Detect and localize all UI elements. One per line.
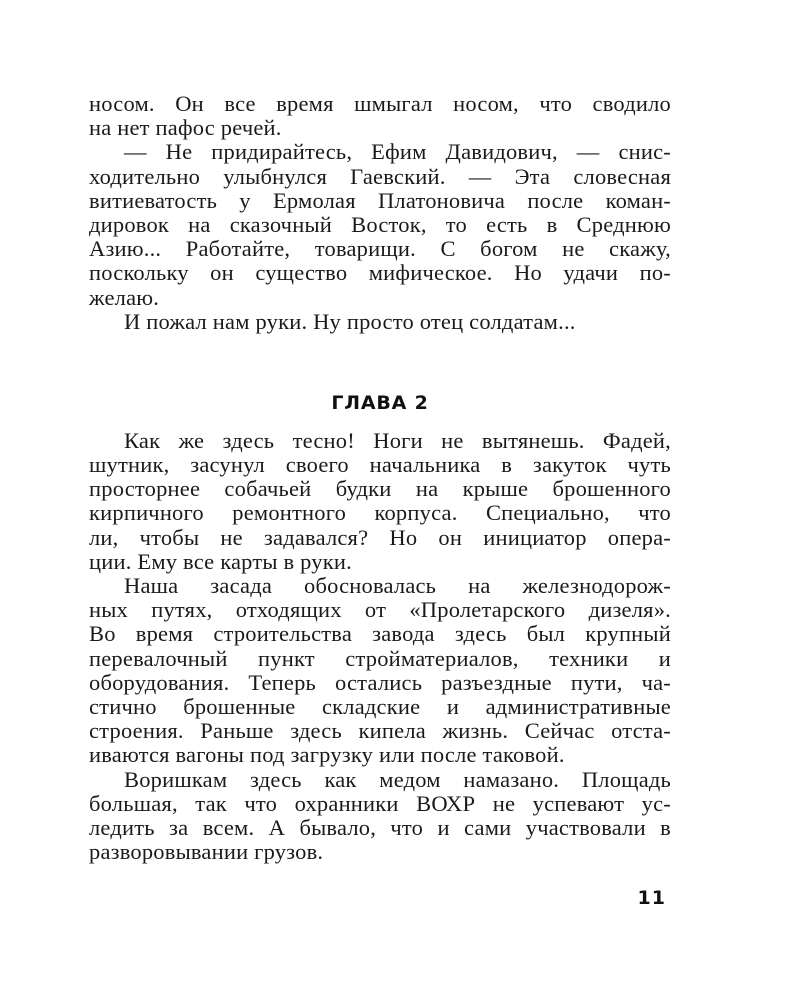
text-line: Во время строительства завода здесь был крупный [89, 621, 671, 647]
text-line: разворовывании грузов. [89, 839, 324, 865]
section-spacer [89, 334, 671, 391]
text-line: поскольку он существо мифическое. Но удачи по- [89, 260, 671, 286]
chapter-text [89, 429, 671, 864]
text-line: просторнее собачьей будки на крыше брошенного [89, 476, 671, 502]
chapter-title: ГЛАВА 2 [331, 391, 429, 414]
text-line: ции. Ему все карты в руки. [89, 548, 352, 574]
text-line: Воришкам здесь как медом намазано. Площадь [124, 766, 671, 792]
text-line: перевалочный пункт стройматериалов, техники и [89, 645, 671, 671]
text-line: ходительно улыбнулся Гаевский. — Эта словесная [89, 163, 671, 189]
text-line: ли, чтобы не задавался? Но он инициатор опера- [89, 524, 671, 550]
text-line: ных путях, отходящих от «Пролетарского дизеля». [89, 597, 671, 623]
section-spacer [89, 415, 671, 429]
text-line: носом. Он все время шмыгал носом, что сводило [89, 91, 671, 116]
text-line: на нет пафос речей. [89, 115, 282, 141]
text-line: И пожал нам руки. Ну просто отец солдатам... [124, 308, 576, 334]
text-line: ледить за всем. А бывало, что и сами участвовали в [89, 814, 671, 840]
text-line: Как же здесь тесно! Ноги не вытянешь. Фадей, [124, 427, 671, 453]
text-line: — Не придирайтесь, Ефим Давидович, — снис- [124, 139, 671, 165]
text-line: желаю. [89, 284, 160, 310]
text-line: оборудования. Теперь остались разъездные пути, ча- [89, 669, 671, 695]
text-line: стично брошенные складские и административные [89, 693, 671, 719]
text-line: большая, так что охранники ВОХР не успевают ус- [89, 790, 671, 816]
page-number: 11 [637, 887, 666, 909]
text-line: строения. Раньше здесь кипела жизнь. Сейчас отста- [89, 718, 671, 744]
text-line: Наша засада обосновалась на железнодорож- [124, 573, 671, 598]
text-line: Азию... Работайте, товарищи. С богом не скажу, [89, 236, 671, 262]
text-line: шутник, засунул своего начальника в закуток чуть [89, 452, 671, 478]
text-line: дировок на сказочный Восток, то есть в Среднюю [89, 211, 671, 237]
previous-chapter-text [89, 92, 671, 334]
text-line: кирпичного ремонтного корпуса. Специально, что [89, 500, 671, 526]
text-line: витиеватость у Ермолая Платоновича после коман- [89, 187, 671, 213]
text-line: иваются вагоны под загрузку или после таковой. [89, 742, 565, 768]
book-page [89, 92, 671, 864]
